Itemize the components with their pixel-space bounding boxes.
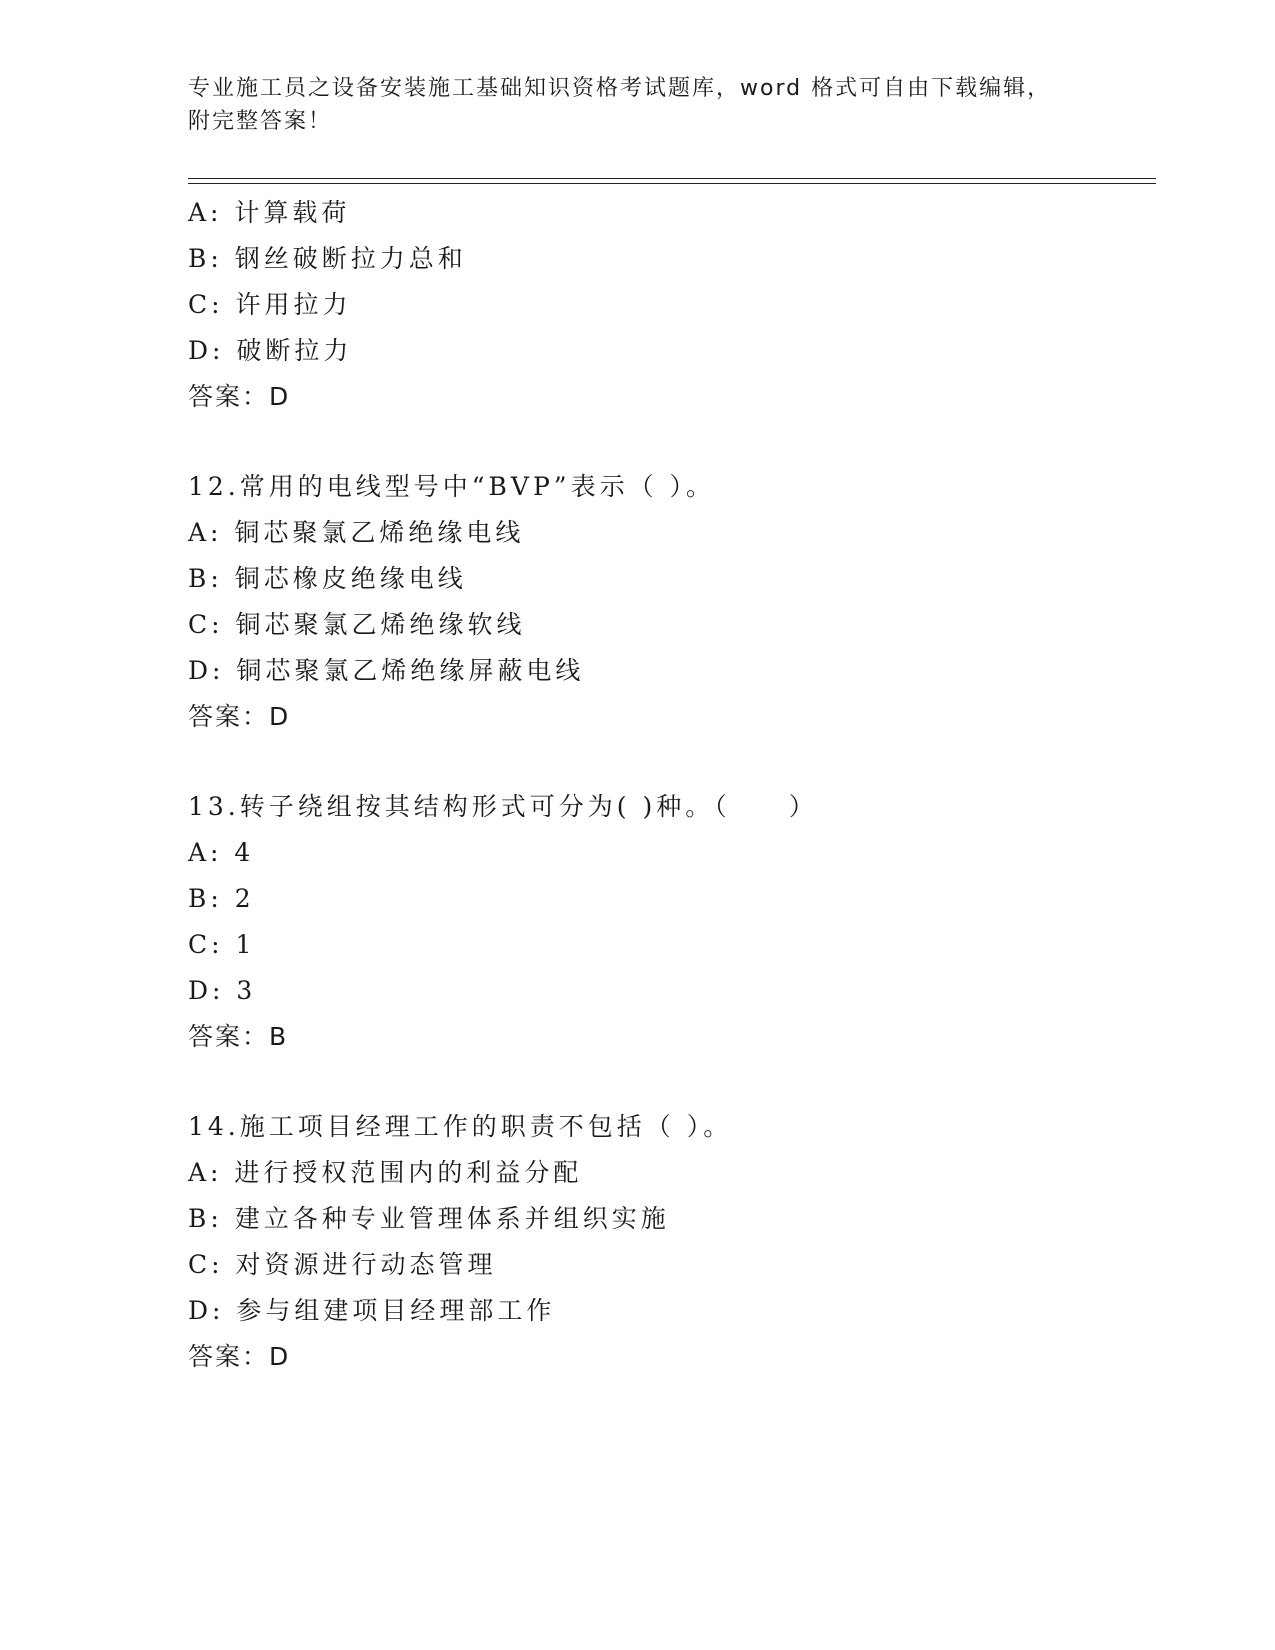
question-list — [188, 190, 1156, 1380]
option-d: D: 参与组建项目经理部工作 — [188, 1296, 556, 1325]
option-a: A: 4 — [188, 838, 255, 867]
answer-line: 答案：B — [188, 1022, 289, 1051]
spacer — [188, 1060, 1156, 1104]
option-a: A: 计算载荷 — [188, 198, 351, 227]
question-text: 13.转子绕组按其结构形式可分为( )种。（ ） — [188, 792, 818, 821]
option-b: B: 2 — [188, 884, 255, 913]
option-d: D: 铜芯聚氯乙烯绝缘屏蔽电线 — [188, 656, 585, 685]
question-block-13 — [188, 784, 1156, 1060]
option-c: C: 许用拉力 — [188, 290, 352, 319]
answer-line: 答案：D — [188, 382, 291, 411]
option-c: C: 1 — [188, 930, 256, 959]
question-block-12 — [188, 464, 1156, 740]
question-text: 12.常用的电线型号中“BVP”表示（ ）。 — [188, 472, 716, 501]
question-text: 14.施工项目经理工作的职责不包括（ ）。 — [188, 1112, 733, 1141]
header-line-1: 专业施工员之设备安装施工基础知识资格考试题库，word 格式可自由下载编辑， — [188, 76, 1052, 101]
answer-line: 答案：D — [188, 702, 291, 731]
answer-line: 答案：D — [188, 1342, 291, 1371]
option-d: D: 破断拉力 — [188, 336, 353, 365]
option-b: B: 钢丝破断拉力总和 — [188, 244, 467, 273]
option-b: B: 铜芯橡皮绝缘电线 — [188, 564, 467, 593]
option-d: D: 3 — [188, 976, 257, 1005]
spacer — [188, 420, 1156, 464]
question-block-14 — [188, 1104, 1156, 1380]
question-block-11 — [188, 190, 1156, 420]
option-a: A: 铜芯聚氯乙烯绝缘电线 — [188, 518, 525, 547]
option-a: A: 进行授权范围内的利益分配 — [188, 1158, 583, 1187]
spacer — [188, 740, 1156, 784]
option-c: C: 铜芯聚氯乙烯绝缘软线 — [188, 610, 526, 639]
header-line-2: 附完整答案！ — [188, 109, 333, 134]
option-c: C: 对资源进行动态管理 — [188, 1250, 497, 1279]
document-header — [188, 72, 1088, 138]
option-b: B: 建立各种专业管理体系并组织实施 — [188, 1204, 670, 1233]
header-divider — [188, 178, 1156, 184]
